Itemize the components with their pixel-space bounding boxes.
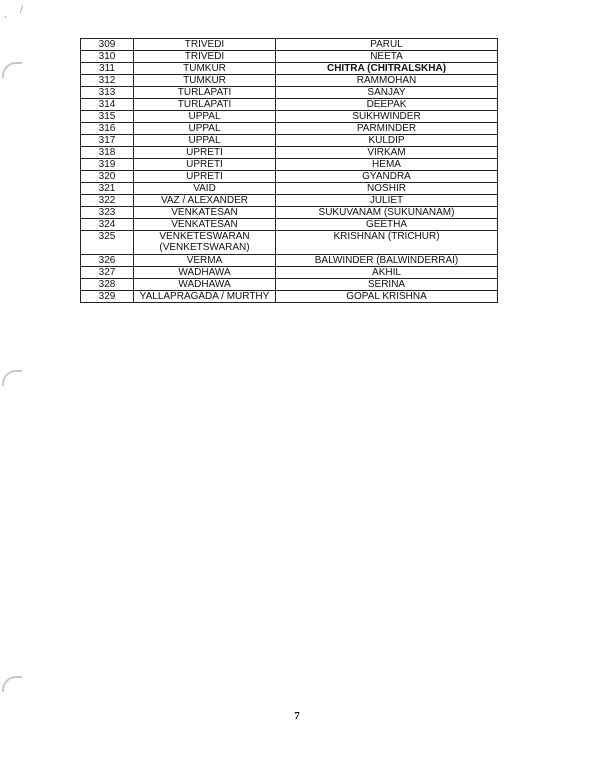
given-name-cell: RAMMOHAN (276, 75, 498, 87)
row-number: 320 (81, 171, 134, 183)
surname-cell: TRIVEDI (134, 39, 276, 51)
row-number: 325 (81, 231, 134, 255)
row-number: 321 (81, 183, 134, 195)
surname-cell: VENKATESAN (134, 207, 276, 219)
name-roster-table (80, 38, 498, 303)
surname-line: VENKETESWARAN (159, 231, 250, 242)
table-row (81, 135, 498, 147)
given-name-cell: CHITRA (CHITRALSKHA) (276, 63, 498, 75)
surname-cell: UPRETI (134, 159, 276, 171)
table-row (81, 63, 498, 75)
given-name-cell: SANJAY (276, 87, 498, 99)
surname-alt-line: (VENKETSWARAN) (159, 242, 250, 253)
table-row (81, 147, 498, 159)
surname-cell: UPRETI (134, 171, 276, 183)
surname-cell: UPRETI (134, 147, 276, 159)
table-row (81, 123, 498, 135)
given-name-cell: GOPAL KRISHNA (276, 291, 498, 303)
binder-hole-mark (2, 370, 22, 386)
table-row (81, 87, 498, 99)
surname-cell: UPPAL (134, 111, 276, 123)
table-row (81, 183, 498, 195)
row-number: 318 (81, 147, 134, 159)
table-row (81, 267, 498, 279)
given-name-cell: VIRKAM (276, 147, 498, 159)
surname-cell: YALLAPRAGADA / MURTHY (134, 291, 276, 303)
row-number: 317 (81, 135, 134, 147)
table-row (81, 39, 498, 51)
table-row (81, 99, 498, 111)
scan-artifact: / (20, 5, 24, 15)
row-number: 327 (81, 267, 134, 279)
given-name-cell: SUKHWINDER (276, 111, 498, 123)
given-name-cell: PARMINDER (276, 123, 498, 135)
surname-cell: VAZ / ALEXANDER (134, 195, 276, 207)
surname-cell: UPPAL (134, 123, 276, 135)
given-name-cell: NOSHIR (276, 183, 498, 195)
row-number: 315 (81, 111, 134, 123)
surname-cell: TRIVEDI (134, 51, 276, 63)
surname-cell (134, 231, 276, 255)
given-name-cell: DEEPAK (276, 99, 498, 111)
surname-cell: TUMKUR (134, 75, 276, 87)
table-row (81, 219, 498, 231)
table-row (81, 291, 498, 303)
given-name-cell: PARUL (276, 39, 498, 51)
row-number: 309 (81, 39, 134, 51)
table-row (81, 171, 498, 183)
given-name-cell: AKHIL (276, 267, 498, 279)
given-name-cell: JULIET (276, 195, 498, 207)
surname-cell: UPPAL (134, 135, 276, 147)
table-row (81, 159, 498, 171)
surname-cell: WADHAWA (134, 267, 276, 279)
scan-artifact: , (4, 10, 7, 20)
row-number: 310 (81, 51, 134, 63)
binder-hole-mark (2, 676, 22, 692)
surname-cell: VERMA (134, 255, 276, 267)
surname-cell: VENKATESAN (134, 219, 276, 231)
given-name-cell: GEETHA (276, 219, 498, 231)
row-number: 312 (81, 75, 134, 87)
table-row (81, 279, 498, 291)
row-number: 311 (81, 63, 134, 75)
table-row (81, 111, 498, 123)
row-number: 319 (81, 159, 134, 171)
row-number: 324 (81, 219, 134, 231)
binder-hole-mark (2, 62, 22, 78)
surname-cell: VAID (134, 183, 276, 195)
given-name-cell: SERINA (276, 279, 498, 291)
given-name-cell: HEMA (276, 159, 498, 171)
surname-cell: WADHAWA (134, 279, 276, 291)
table-row (81, 75, 498, 87)
table-row (81, 255, 498, 267)
row-number: 313 (81, 87, 134, 99)
row-number: 322 (81, 195, 134, 207)
row-number: 328 (81, 279, 134, 291)
table-row (81, 231, 498, 255)
given-name-cell: NEETA (276, 51, 498, 63)
surname-cell: TUMKUR (134, 63, 276, 75)
given-name-cell: KRISHNAN (TRICHUR) (276, 231, 498, 255)
row-number: 326 (81, 255, 134, 267)
row-number: 316 (81, 123, 134, 135)
given-name-cell: SUKUVANAM (SUKUNANAM) (276, 207, 498, 219)
surname-cell: TURLAPATI (134, 99, 276, 111)
table-row (81, 51, 498, 63)
row-number: 314 (81, 99, 134, 111)
row-number: 329 (81, 291, 134, 303)
page-number: 7 (294, 710, 300, 722)
surname-cell: TURLAPATI (134, 87, 276, 99)
table-row (81, 195, 498, 207)
given-name-cell: GYANDRA (276, 171, 498, 183)
given-name-cell: BALWINDER (BALWINDERRAI) (276, 255, 498, 267)
row-number: 323 (81, 207, 134, 219)
given-name-cell: KULDIP (276, 135, 498, 147)
table-row (81, 207, 498, 219)
